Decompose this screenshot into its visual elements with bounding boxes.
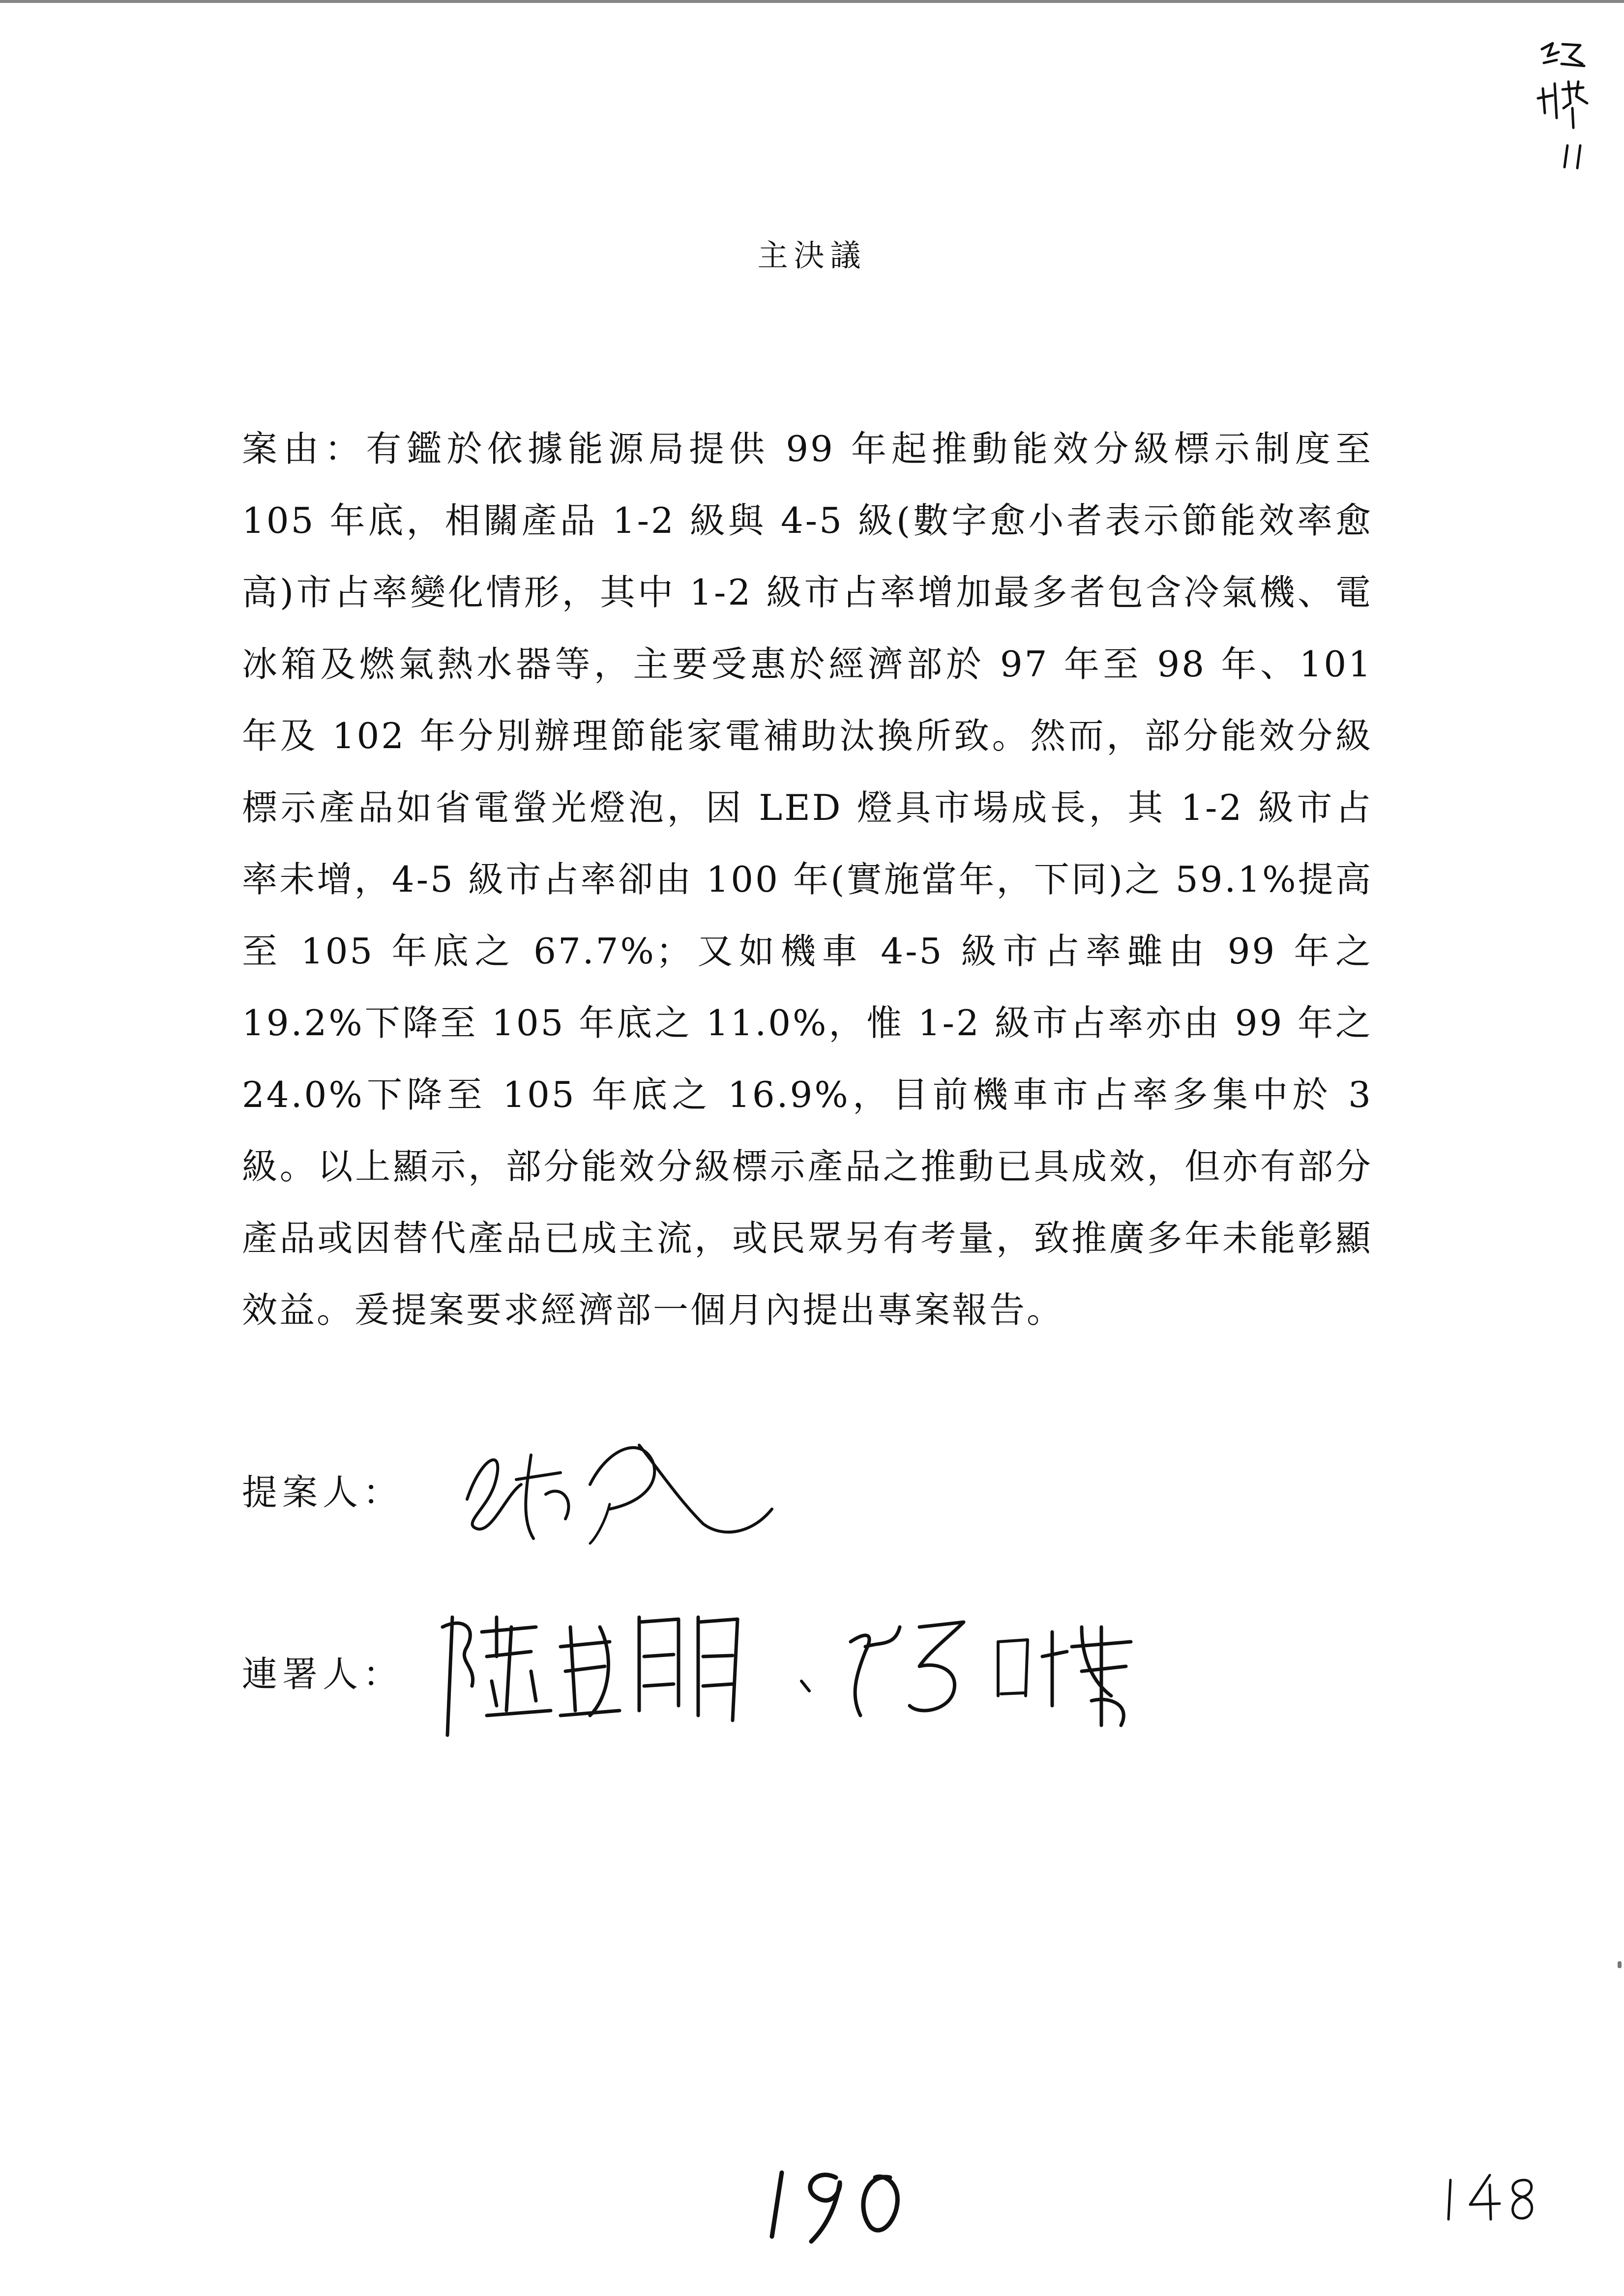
proposer-row bbox=[242, 1440, 851, 1539]
cosigner-label: 連署人： bbox=[242, 1654, 404, 1695]
cosigner-signature-2-graphic bbox=[836, 1598, 1170, 1745]
page-number bbox=[1436, 2165, 1544, 2229]
cosigner-signature-1-graphic bbox=[423, 1598, 777, 1745]
page-number-graphic bbox=[1436, 2165, 1544, 2229]
scan-top-edge bbox=[0, 0, 1624, 3]
handwritten-page-number bbox=[752, 2153, 919, 2251]
motion-body bbox=[242, 413, 1373, 1346]
cosigner-signature-1 bbox=[423, 1598, 777, 1745]
cosigner-signature-2 bbox=[836, 1598, 1170, 1745]
page-title: 主決議 bbox=[757, 237, 867, 273]
handwritten-annotation-graphic bbox=[1533, 34, 1597, 177]
proposer-signature bbox=[447, 1425, 851, 1553]
proposer-signature-graphic bbox=[447, 1425, 851, 1553]
scan-speck bbox=[1618, 1961, 1622, 1968]
case-label: 案由： bbox=[242, 428, 366, 469]
signature-separator-mark bbox=[792, 1642, 821, 1701]
handwritten-page-number-graphic bbox=[752, 2153, 919, 2251]
corner-handwritten-annotation bbox=[1533, 34, 1597, 177]
proposer-label: 提案人： bbox=[242, 1472, 404, 1513]
case-text: 有鑑於依據能源局提供 99 年起推動能效分級標示制度至 105 年底，相關產品 1-2 級與 4-5 級(數字愈小者表示節能效率愈高)市占率變化情形，其中 1-2 級市占率增加最多者包含冷氣機、電冰箱及燃氣熱水器等，主要受惠於經濟部於 97 年至 98 年、101 年及 102 年分別辦理節能家電補助汰換所致。然而，部分能效分級標示產品如省電螢光燈泡，因 LED 燈具市場成長，其 1-2 級市占率未增，4-5 級市占率卻由 100 年(實施當年，下同)之 59.1%提高至 105 年底之 67.7%；又如機車 4-5 級市占率雖由 99 年之 19.2%下降至 105 年底之 11.0%，惟 1-2 級市占率亦由 99 年之 24.0%下降至 105 年底之 16.9%，目前機車市占率多集中於 3 級。以上顯示，部分能效分級標示產品之推動已具成效，但亦有部分產品或因替代產品已成主流，或民眾另有考量，致推廣多年未能彰顯效益。爰提案要求經濟部一個月內提出專案報告。 bbox=[242, 428, 1373, 1331]
cosigner-row bbox=[242, 1622, 1170, 1720]
